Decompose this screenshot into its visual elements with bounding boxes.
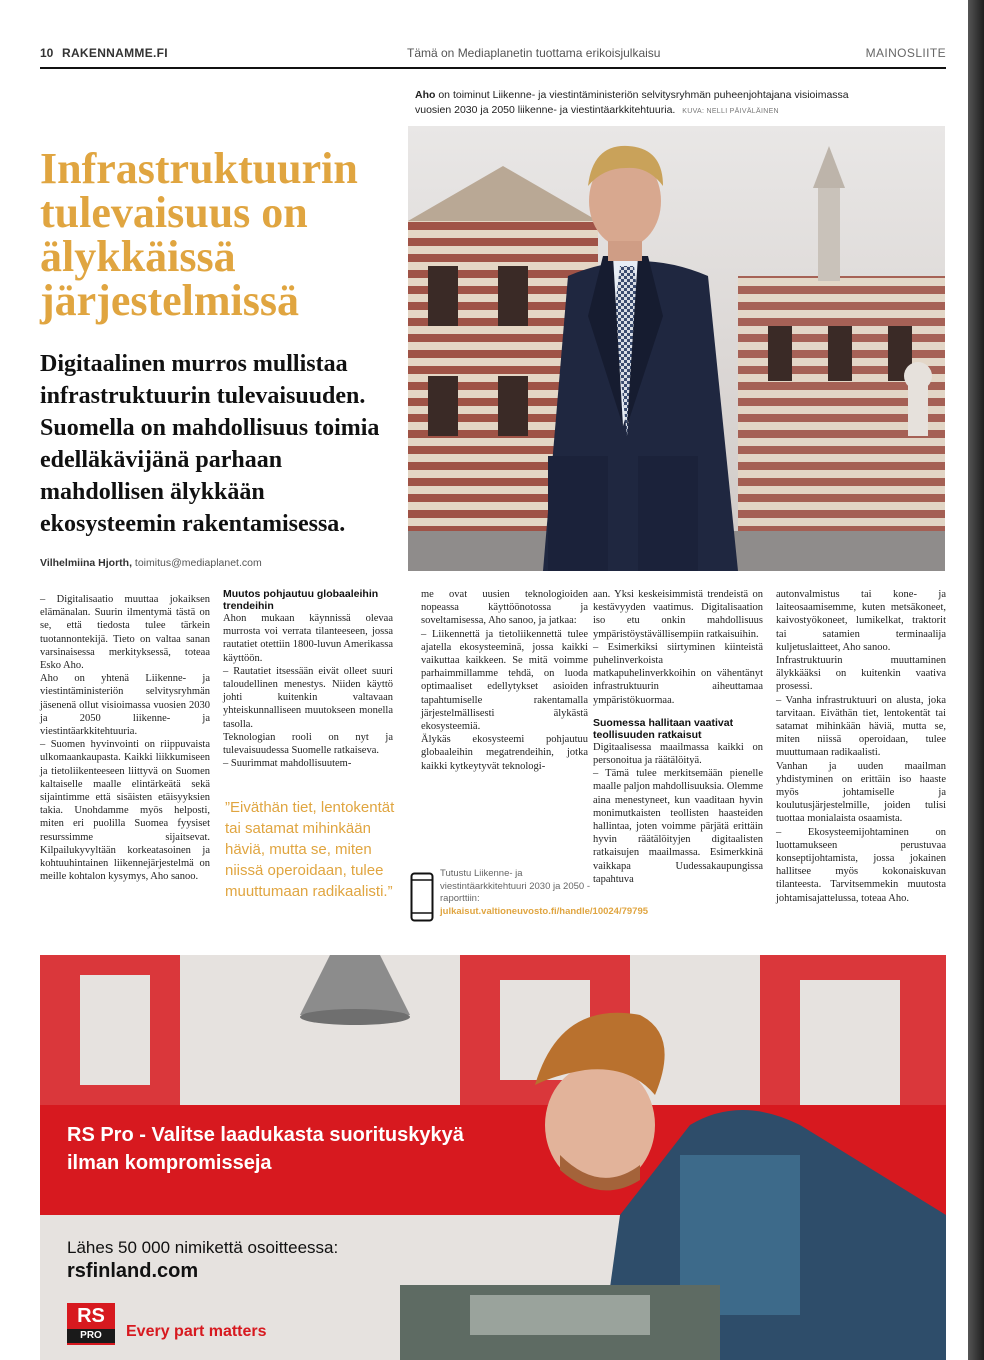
ad-subtext: Lähes 50 000 nimikettä osoitteessa: [67, 1238, 339, 1257]
subheading: Muutos pohjautuu globaaleihin trendeihin [223, 588, 379, 612]
page-header [40, 44, 946, 66]
paragraph: – Suurimmat mahdollisuutem- [223, 758, 352, 770]
article-column-2 [223, 588, 393, 770]
paragraph: – Vanha infrastruktuuri on alusta, joka tarvitaan. Eiväthän tiet, lentokentät tai satamat mihinkään häviä, mutta se, miten niissä operoidaan, tulee muuttumaan radikaalisti. [776, 694, 946, 759]
portrait-illustration [408, 126, 945, 571]
paragraph: Aho on yhtenä Liikenne- ja viestintäministeriön selvitysryhmän jäsenenä ollut visioimassa vuosien 2030 ja 2050 liikenne- ja viestintäarkkitehtuuria. [40, 673, 210, 738]
hero-photo [408, 126, 945, 571]
paragraph: – Liikennettä ja tietoliikennettä tulee ajatella ekosysteeminä, jossa kaikki vaikuttaa kaikkeen. Se mitä voimme parhaimmillamme tehdä, on luoda optimaaliset edellytykset asioiden tapahtumiselle rakentamalla järjestelmällisesti älykästä ekosysteemiä. [421, 628, 588, 733]
paragraph: – Rautatiet itsessään eivät olleet suuri taloudellinen menestys. Niiden käyttö johti kuitenkin valtavaan yhteiskunnalliseen muutokseen monella tasolla. [223, 665, 393, 730]
header-section-label: MAINOSLIITE [865, 46, 946, 60]
paragraph: me ovat uusien teknologioiden nopeassa käyttöönotossa ja soveltamisessa, Aho sanoo, ja jatkaa: [421, 589, 588, 627]
photo-caption [415, 88, 875, 119]
paragraph: Vanhan ja uuden maailman yhdistyminen on erittäin iso haaste myös johtamiselle ja koulutusjärjestelmille, joiden tulisi tuottaa monialaista osaamista. [776, 760, 946, 825]
article-headline: Infrastruktuurin tulevaisuus on älykkäissä järjestelmissä [40, 144, 358, 325]
paragraph: Teknologian rooli on nyt ja tulevaisuudessa Suomelle ratkaiseva. [223, 731, 393, 757]
ad-tagline: Every part matters [126, 1323, 267, 1340]
author-email[interactable]: toimitus@mediaplanet.com [134, 557, 262, 569]
paragraph: – Digitalisaatio muuttaa jokaiksen elämänalan. Suurin ilmentymä tästä on se, että tiedosta tulee tärkein tuotannontekijä. Tieto on valtaa sanan varsinaisessa merkityksessä, toteaa Esko Aho. [40, 594, 210, 672]
author-name: Vilhelmiina Hjorth, [40, 557, 132, 569]
pull-quote: ”Eiväthän tiet, lentokentät tai satamat mihinkään häviä, mutta se, miten niissä operoidaan, tulee muuttumaan radikaalisti.” [225, 799, 395, 900]
ad-headline: RS Pro - Valitse laadukasta suorituskykyä ilman kompromisseja [67, 1124, 464, 1174]
article-dek: Digitaalinen murros mullistaa infrastruktuurin tulevaisuuden. Suomella on mahdollisuus toimia edelläkävijänä parhaan mahdollisen älykkään ekosysteemin rakentamisessa. [40, 351, 380, 537]
paragraph: – Tämä tulee merkitsemään pienelle maalle paljon mahdollisuuksia. Olemme aina menestyneet, kun vaaditaan hyvin monimutkaisten teollisten haasteiden hallintaa, joten voimme pärjätä erittäin hyvin räätälöityjen digitaalisten ratkaisujen maailmassa. Esimerkkinä vaikkapa Uudessakaupungissa tapahtuva [593, 768, 763, 885]
paragraph: Älykäs ekosysteemi pohjautuu globaaleihin megatrendeihin, jotka kaikki kytkeytyvät teknologi- [421, 734, 588, 772]
logo-top-text: RS [77, 1305, 105, 1327]
page-edge [968, 0, 984, 1360]
subheading: Suomessa hallitaan vaativat teollisuuden ratkaisut [593, 716, 734, 741]
phone-icon [410, 872, 434, 922]
article-column-3 [421, 588, 588, 773]
ad-url[interactable]: rsfinland.com [67, 1260, 199, 1282]
header-center-text: Tämä on Mediaplanetin tuottama erikoisjulkaisu [407, 46, 661, 60]
paragraph: autonvalmistus tai kone- ja laiteosaamisemme, kuten metsäkoneet, kaivostyökoneet, lumikelkat, traktorit tai satamien terminaalija kuljetuslaitteet, Aho sanoo. [776, 589, 946, 653]
paragraph: Ahon mukaan käynnissä olevaa murrosta voi verrata tilanteeseen, jossa rautatiet otettiin 1800-luvun Amerikassa käyttöön. [223, 613, 393, 664]
paragraph: – Suomen hyvinvointi on riippuvaista ulkomaankaupasta. Kaikki liikkumiseen ja tietoliikenteeseen liittyvä on Suomen kaltaiselle maalle elintärkeätä sekä sijaintimme että sisäisten etäisyyksien takia. Unohdamme myös helposti, miten eri puolilla Suomea fyysiset resurssimme sijaitsevat. Kilpailukyvyltään korkeatasoinen ja kohtuuhintainen liikennejärjestelmä on meille kohtalon kysymys, Aho sanoo. [40, 739, 210, 883]
photo-credit: KUVA: NELLI PÄIVÄLÄINEN [682, 108, 779, 115]
paragraph: Infrastruktuurin muuttaminen älykkääksi on kuitenkin vaativa prosessi. [776, 655, 946, 693]
report-link-text [440, 868, 649, 918]
report-link-box [410, 868, 649, 938]
paragraph: aan. Yksi keskeisimmistä trendeistä on kestävyyden vaatimus. Digitalisaation iso etu onkin mahdollisuus ympäristöystävällisempiin ratkaisuihin. [593, 589, 763, 640]
paragraph: – Ekosysteemijohtaminen on luottamukseen perustuvaa konseptijohtamista, jossa jokainen hallitsee myös kokonaiskuvan tilanteesta. Tarvitsemmekin muutosta johtamisajattelussa, toteaa Aho. [776, 826, 946, 904]
paragraph: – Esimerkiksi siirtyminen kiinteistä puhelinverkoista matkapuhelinverkkoihin on vähentänyt infrastruktuurin aiheuttamaa ympäristökuormaa. [593, 641, 763, 706]
article-column-5 [776, 588, 946, 905]
page-number: 10 [40, 46, 54, 60]
caption-text: on toiminut Liikenne- ja viestintäministeriön selvitysryhmän puheenjohtajana visioimassa vuosien 2030 ja 2050 liikenne- ja viestintäarkkitehtuuria. [415, 89, 849, 116]
header-rule [40, 67, 946, 69]
byline [40, 557, 262, 569]
rs-pro-logo[interactable] [67, 1303, 115, 1345]
caption-name: Aho [415, 89, 436, 101]
logo-bottom-text: PRO [67, 1329, 115, 1343]
paragraph: Digitaalisessa maailmassa kaikki on personoitua ja räätälöityä. [593, 741, 763, 767]
report-intro: Tutustu Liikenne- ja viestintäarkkitehtuuri 2030 ja 2050 -raporttiin: [440, 868, 590, 904]
article-column-4 [593, 588, 763, 886]
article-column-1 [40, 593, 210, 883]
site-name: RAKENNAMME.FI [62, 46, 168, 60]
rs-pro-advertisement[interactable] [40, 955, 946, 1360]
report-link[interactable]: julkaisut.valtioneuvosto.fi/handle/10024/79795 [440, 905, 649, 917]
